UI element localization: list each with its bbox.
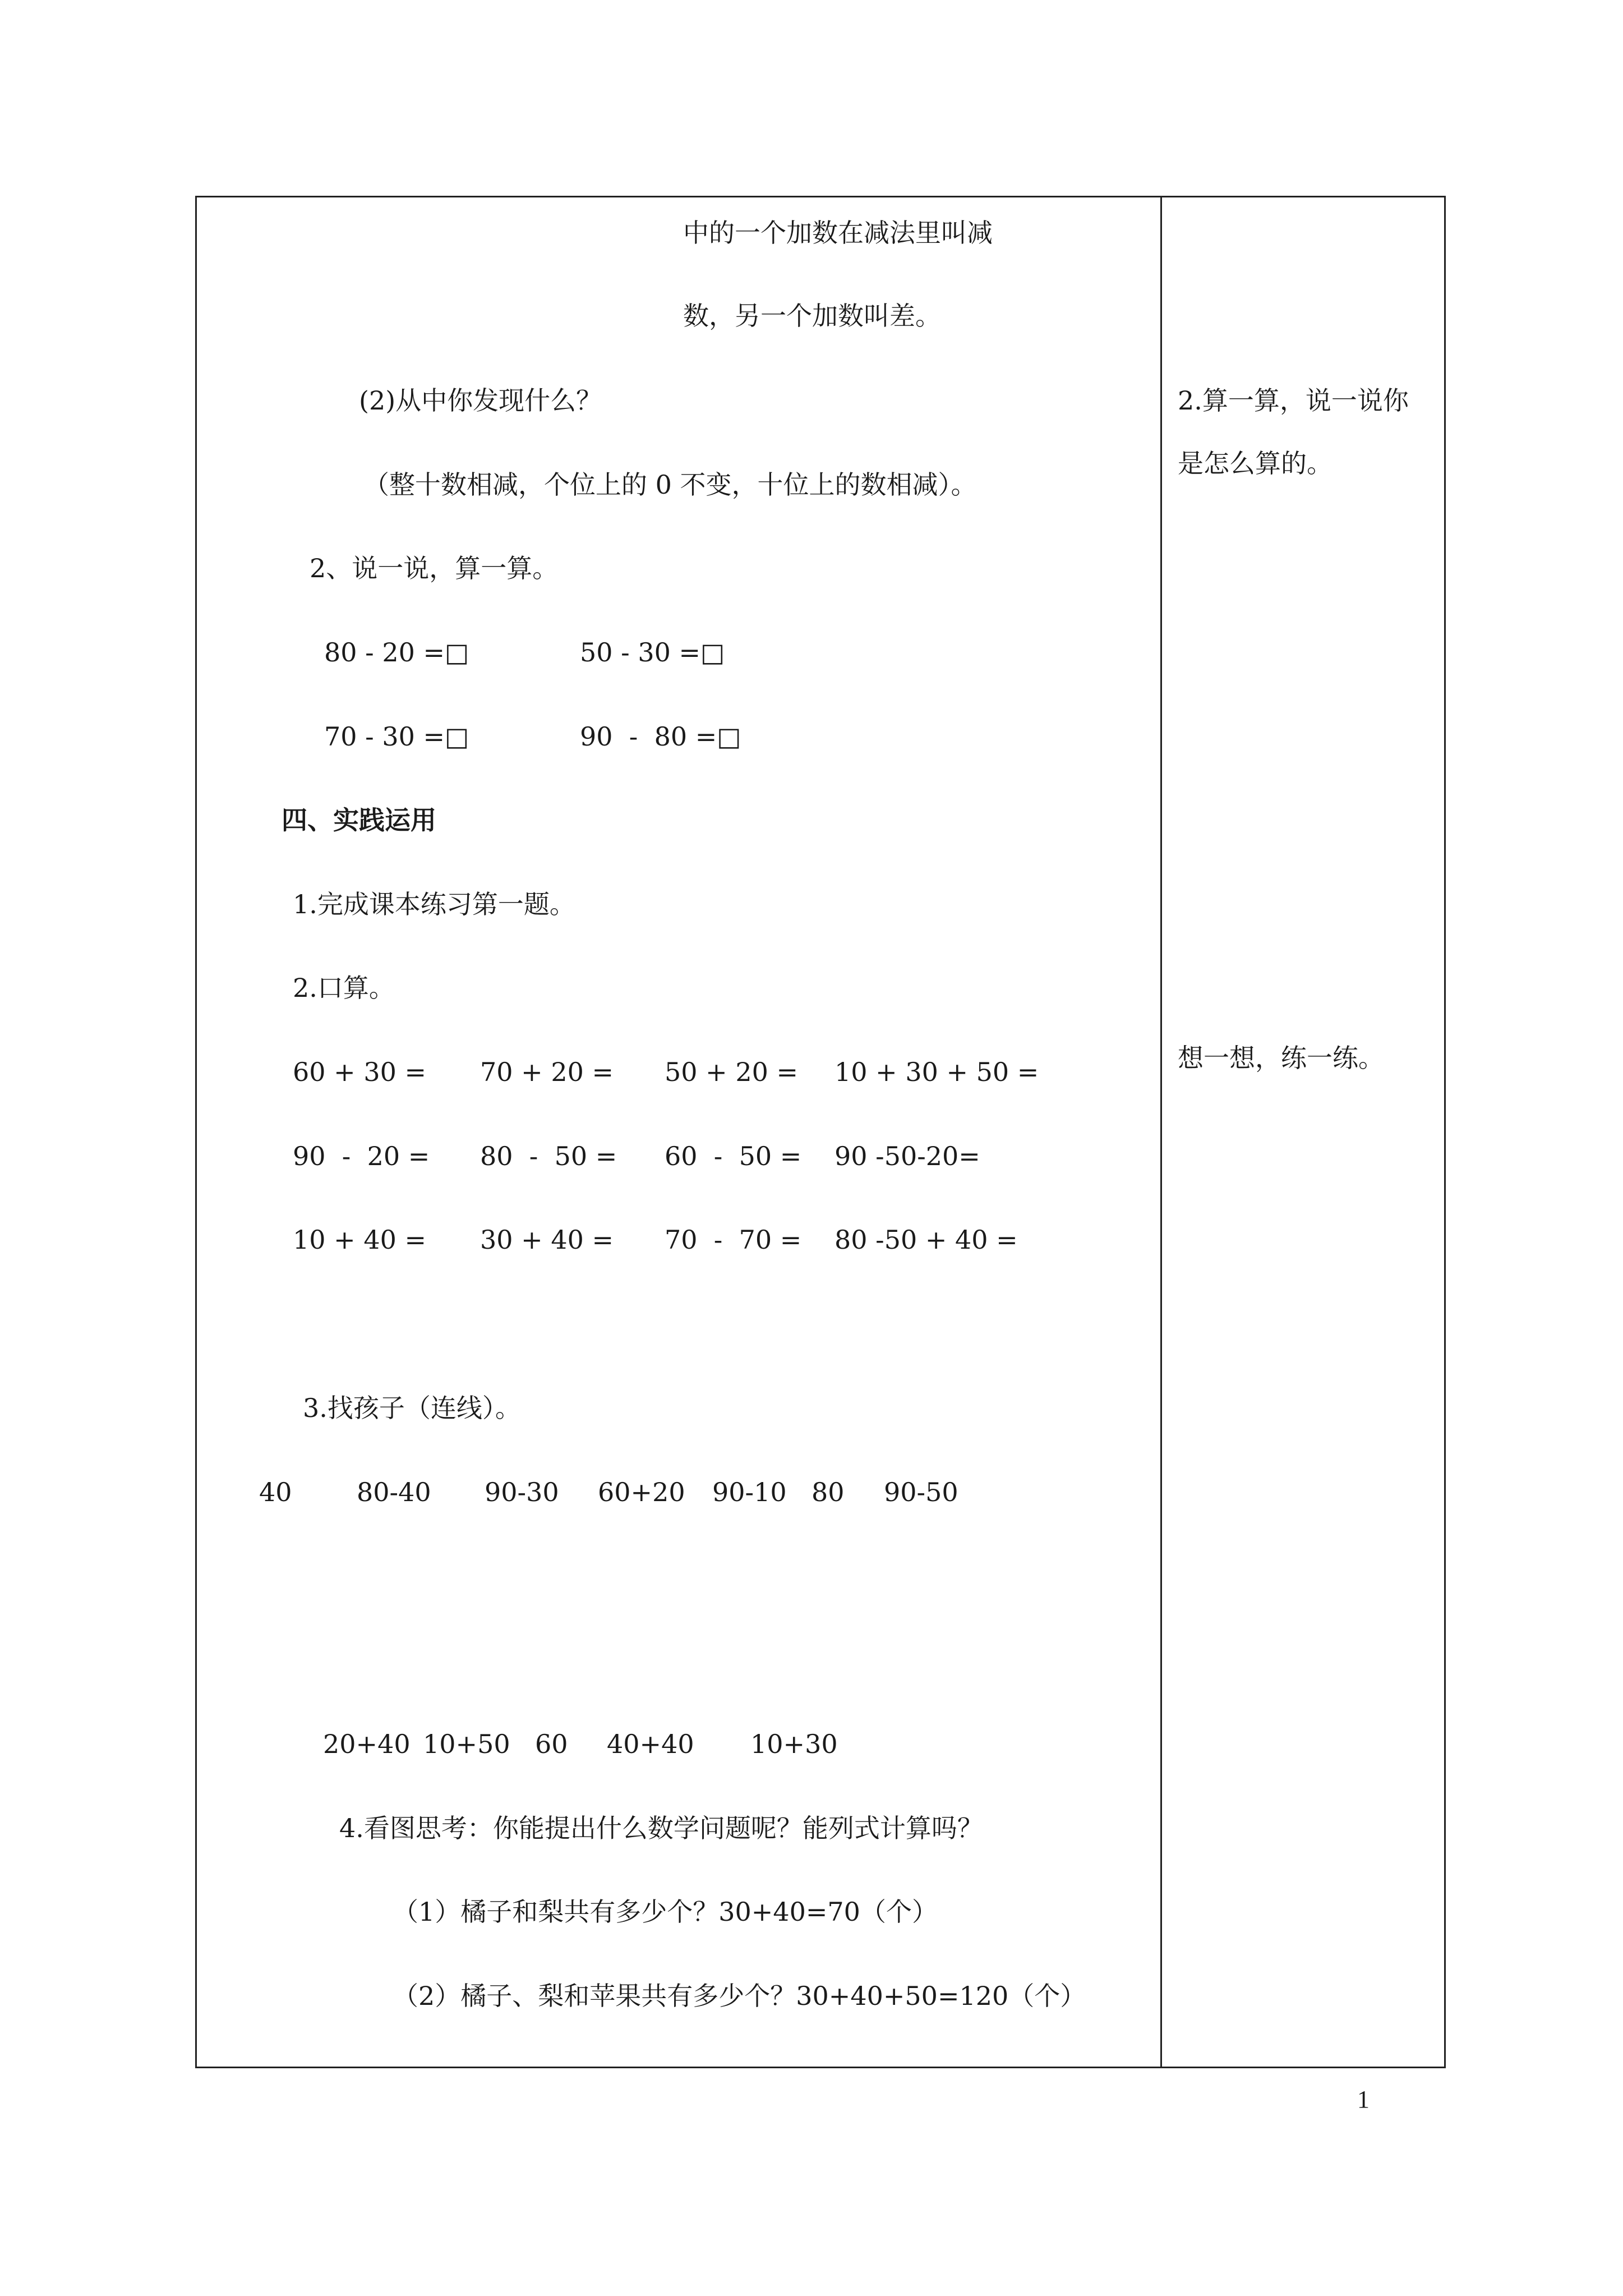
section-2-title: 2、说一说，算一算。 (310, 553, 559, 583)
practice-2: 2.口算。 (293, 973, 395, 1003)
calc-item: 90 -50-20= (834, 1141, 980, 1171)
definition-line-1: 中的一个加数在减法里叫减 (683, 218, 993, 248)
calc-item: 80 - 50 = (480, 1141, 617, 1171)
match-item-bottom: 40+40 (607, 1729, 694, 1759)
calc-item: 50 + 20 = (665, 1057, 799, 1087)
match-item-top: 40 (259, 1477, 292, 1507)
match-item-bottom: 20+40 (323, 1729, 411, 1759)
calc-item: 80 -50 + 40 = (834, 1225, 1018, 1255)
calc-item: 70 - 70 = (665, 1225, 802, 1255)
answer-2: （整十数相减，个位上的 0 不变，十位上的数相减）。 (363, 470, 977, 500)
calc-item: 60 - 50 = (665, 1141, 802, 1171)
practice-4: 4.看图思考：你能提出什么数学问题呢？能列式计算吗？ (339, 1813, 983, 1843)
question-2: (2)从中你发现什么？ (359, 385, 602, 416)
match-item-top: 90-10 (712, 1477, 787, 1507)
practice-3: 3.找孩子（连线）。 (303, 1393, 521, 1423)
calc-item: 90 - 20 = (293, 1141, 430, 1171)
calc-item: 10 + 30 + 50 = (834, 1057, 1039, 1087)
practice-1: 1.完成课本练习第一题。 (293, 889, 575, 919)
page-number: 1 (1357, 2086, 1370, 2113)
definition-line-2: 数，另一个加数叫差。 (683, 301, 941, 331)
match-item-top: 80 (811, 1477, 845, 1507)
match-item-bottom: 10+30 (750, 1729, 838, 1759)
equation: 80 - 20 =□ (324, 637, 469, 668)
practice-4-answer-2: （2）橘子、梨和苹果共有多少个？30+40+50=120（个） (393, 1981, 1086, 2011)
equation: 90 - 80 =□ (580, 721, 741, 752)
calc-item: 30 + 40 = (480, 1225, 614, 1255)
table-column-divider (1160, 196, 1162, 2068)
practice-4-answer-1: （1）橘子和梨共有多少个？30+40=70（个） (393, 1897, 938, 1927)
side-note-1-line-1: 2.算一算，说一说你 (1178, 385, 1409, 416)
calc-item: 10 + 40 = (293, 1225, 427, 1255)
match-item-top: 80-40 (357, 1477, 431, 1507)
side-note-2: 想一想，练一练。 (1178, 1043, 1384, 1073)
calc-item: 70 + 20 = (480, 1057, 614, 1087)
match-item-top: 90-50 (884, 1477, 958, 1507)
calc-item: 60 + 30 = (293, 1057, 427, 1087)
match-item-bottom: 10+50 (423, 1729, 510, 1759)
equation: 70 - 30 =□ (324, 721, 469, 752)
section-4-title: 四、实践运用 (282, 805, 436, 835)
match-item-top: 60+20 (598, 1477, 685, 1507)
match-item-top: 90-30 (485, 1477, 559, 1507)
equation: 50 - 30 =□ (580, 637, 725, 668)
match-item-bottom: 60 (535, 1729, 568, 1759)
side-note-1-line-2: 是怎么算的。 (1178, 448, 1332, 478)
